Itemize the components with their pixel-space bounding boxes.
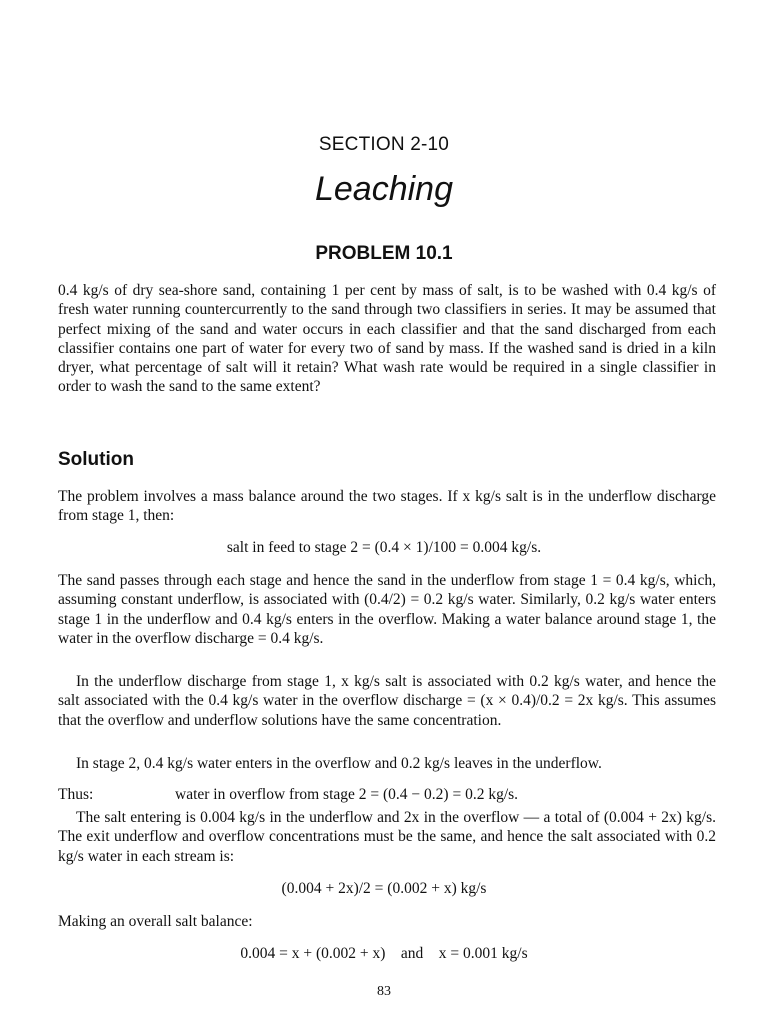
chapter-title: Leaching: [314, 170, 453, 208]
paragraph-stage-two: In stage 2, 0.4 kg/s water enters in the overflow and 0.2 kg/s leaves in the underflow.: [76, 755, 602, 772]
problem-heading: PROBLEM 10.1: [315, 243, 453, 264]
solution-heading: Solution: [58, 449, 134, 470]
page-number: 83: [377, 984, 391, 999]
paragraph-sand-balance: The sand passes through each stage and hence the sand in the underflow from stage 1 = 0.4 kg/s, which, assuming constant underflow, is associated with (0.4/2) = 0.2 kg/s water. Similarly, 0.2 kg/s water enters stage 1 in the underflow and 0.4 kg/s enters in the overflow. Making a water balance around stage 1, the water in the overflow discharge = 0.4 kg/s.: [58, 572, 716, 647]
equation-overall-salt: 0.004 = x + (0.002 + x) and x = 0.001 kg/s: [240, 945, 528, 962]
solution-intro: The problem involves a mass balance around the two stages. If x kg/s salt is in the underflow discharge from stage 1, then:: [58, 488, 716, 525]
equation-salt-feed: salt in feed to stage 2 = (0.4 × 1)/100 = 0.004 kg/s.: [226, 539, 542, 556]
paragraph-underflow-salt: In the underflow discharge from stage 1, x kg/s salt is associated with 0.2 kg/s water, and hence the salt associated with the 0.4 kg/s water in the overflow discharge = (x × 0.4)/0.2 = 2x kg/s. This assumes that the overflow and underflow solutions have the same concentration.: [58, 673, 716, 729]
equation-overflow-water: water in overflow from stage 2 = (0.4 − 0.2) = 0.2 kg/s.: [175, 786, 519, 803]
problem-statement: 0.4 kg/s of dry sea-shore sand, containing 1 per cent by mass of salt, is to be washed with 0.4 kg/s of fresh water running countercurrently to the sand through two classifiers in series. It may be assumed that perfect mixing of the sand and water occurs in each classifier and that the sand discharged from each classifier contains one part of water for every two of sand by mass. If the washed sand is dried in a kiln dryer, what percentage of salt will it retain? What wash rate would be required in a single classifier in order to wash the sand to the same extent?: [58, 282, 716, 396]
paragraph-salt-entering: The salt entering is 0.004 kg/s in the underflow and 2x in the overflow — a total of (0.004 + 2x) kg/s. The exit underflow and overflow concentrations must be the same, and hence the salt associated with 0.2 kg/s water in each stream is:: [58, 809, 716, 865]
thus-label: Thus:: [58, 786, 94, 803]
paragraph-overall-balance: Making an overall salt balance:: [58, 913, 253, 930]
equation-salt-stream: (0.004 + 2x)/2 = (0.002 + x) kg/s: [281, 880, 487, 897]
section-label: SECTION 2-10: [318, 134, 450, 155]
